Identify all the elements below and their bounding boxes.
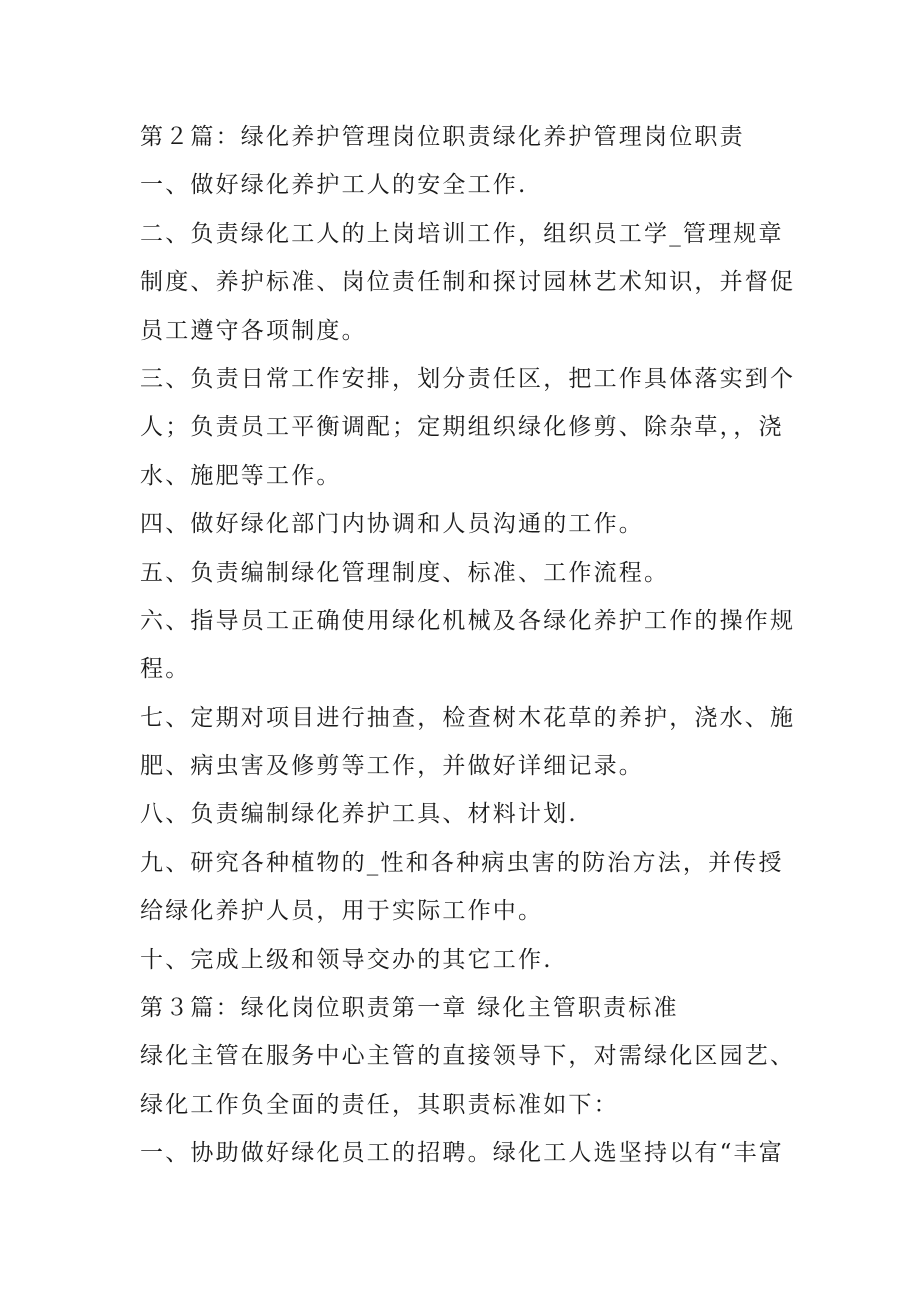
doc-line: 八、负责编制绿化养护工具、材料计划. (140, 801, 578, 828)
doc-line: 水、施肥等工作。 (140, 462, 342, 489)
doc-line: 十、完成上级和领导交办的其它工作. (140, 946, 553, 973)
doc-line: 四、做好绿化部门内协调和人员沟通的工作。 (140, 511, 644, 538)
doc-line: 给绿化养护人员，用于实际工作中。 (140, 898, 544, 925)
doc-line: 五、负责编制绿化管理制度、标准、工作流程。 (140, 559, 670, 586)
doc-line: 肥、病虫害及修剪等工作，并做好详细记录。 (140, 753, 644, 780)
doc-line: 人；负责员工平衡调配；定期组织绿化修剪、除杂草，，浇 (140, 414, 784, 441)
doc-line: 员工遵守各项制度。 (140, 317, 367, 344)
document-body (140, 113, 820, 1178)
doc-line: 二、负责绿化工人的上岗培训工作，组织员工学_管理规章 (140, 220, 784, 247)
doc-line-heading-2: 第２篇：绿化养护管理岗位职责绿化养护管理岗位职责 (140, 124, 745, 150)
doc-line: 绿化工作负全面的责任，其职责标准如下： (140, 1091, 619, 1118)
doc-line: 制度、养护标准、岗位责任制和探讨园林艺术知识，并督促 (140, 269, 796, 296)
doc-line: 绿化主管在服务中心主管的直接领导下，对需绿化区园艺、 (140, 1043, 796, 1070)
doc-line-heading-3: 第３篇：绿化岗位职责第一章 绿化主管职责标准 (140, 995, 679, 1022)
doc-line: 程。 (140, 656, 191, 683)
doc-line: 一、协助做好绿化员工的招聘。绿化工人选坚持以有“丰富 (140, 1140, 784, 1167)
doc-line: 六、指导员工正确使用绿化机械及各绿化养护工作的操作规 (140, 607, 796, 634)
doc-line: 九、研究各种植物的_性和各种病虫害的防治方法，并传授 (140, 849, 784, 876)
doc-line: 三、负责日常工作安排，划分责任区，把工作具体落实到个 (140, 365, 796, 392)
doc-line: 一、做好绿化养护工人的安全工作. (140, 172, 528, 199)
doc-line: 七、定期对项目进行抽查，检查树木花草的养护，浇水、施 (140, 704, 796, 731)
